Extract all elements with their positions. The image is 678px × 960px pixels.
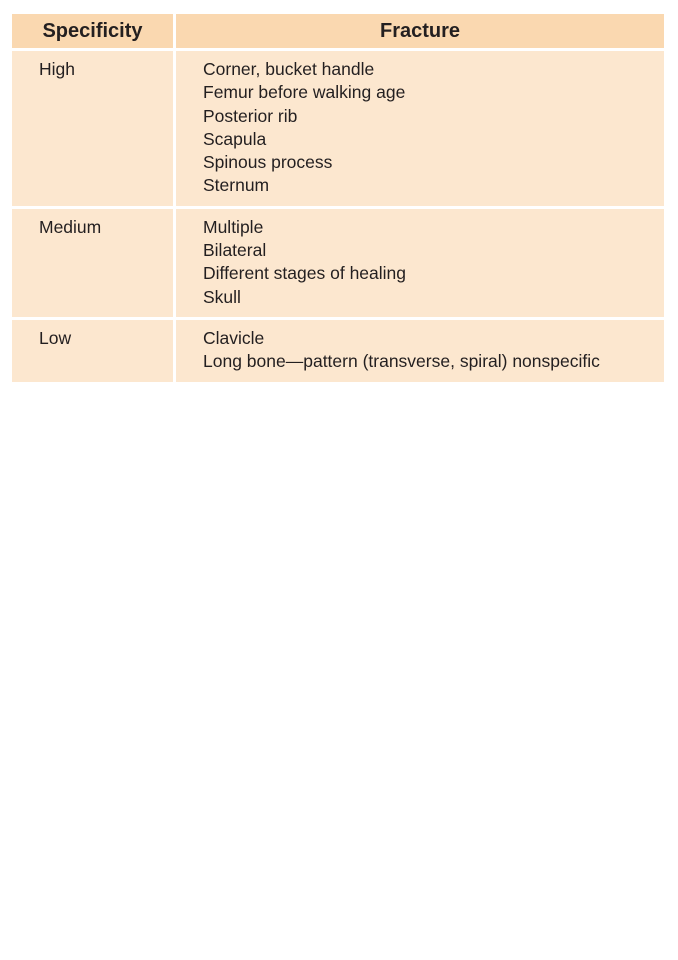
- specificity-cell: Medium: [12, 209, 176, 317]
- table-row-low: [12, 320, 664, 385]
- fracture-item: Posterior rib: [203, 105, 298, 126]
- fracture-item: Corner, bucket handle: [203, 59, 375, 79]
- header-fracture: Fracture: [379, 20, 461, 42]
- fracture-item: Skull: [203, 286, 241, 307]
- fracture-item: Clavicle: [203, 327, 265, 348]
- fracture-cell: [176, 320, 664, 382]
- fracture-specificity-table: [12, 14, 664, 385]
- table-row-high: [12, 51, 664, 209]
- fracture-item: Spinous process: [203, 152, 333, 173]
- fracture-item: Femur before walking age: [203, 82, 406, 103]
- fracture-item: Sternum: [203, 175, 270, 196]
- fracture-cell: [176, 209, 664, 317]
- specificity-cell: Low: [12, 320, 176, 382]
- fracture-cell: [176, 51, 664, 206]
- header-specificity: Specificity: [12, 14, 176, 48]
- fracture-item: Long bone—pattern (transverse, spiral) nonspecific: [203, 351, 600, 372]
- table-header-row: [12, 14, 664, 51]
- fracture-item: Different stages of healing: [203, 263, 407, 284]
- fracture-item: Bilateral: [203, 240, 267, 261]
- fracture-item: Scapula: [203, 128, 267, 149]
- fracture-item: Multiple: [203, 216, 264, 237]
- table-row-medium: [12, 209, 664, 320]
- specificity-cell: High: [12, 51, 176, 206]
